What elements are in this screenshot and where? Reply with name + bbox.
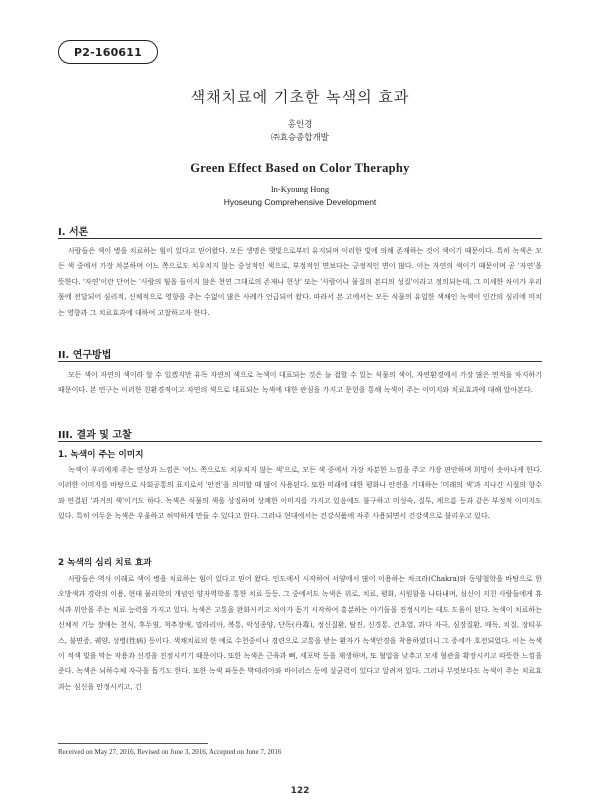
footnote-rule [58,743,208,744]
affiliation-korean: ㈜효승종합개발 [271,133,329,143]
paper-id-badge: P2-160611 [58,40,158,64]
subsection-heading-therapy: 2 녹색의 심리 치료 효과 [58,558,152,568]
author-english: In-Kyoung Hong [270,184,330,194]
section-rule [58,441,542,442]
section-heading-results: III. 결과 및 고찰 [58,430,132,441]
section-rule [58,361,542,362]
intro-paragraph: 사람들은 색이 병을 치료하는 힘이 있다고 믿어왔다. 모든 생명은 햇빛으로부터 유지되며 이러한 빛에 의해 존재하는 것이 색이기 때문이다. 특히 녹색은 모든 색 중에서 가장 차분하며 어느 쪽으로도 치우치지 않는 중성적인 색으로, 부정적인 면보다는 긍정적인 면이 많다. 이는 자연의 색이기 때문이며 곧 '자연'을 뜻한다. '자연'이란 단어는 '사람의 힘을 들이지 않은 천연 그대로의 존재나 현상' 또는 '사람이나 물질의 본디의 성질'이라고 정의되는데, 그 미세한 차이가 우리 몸에 전달되어 심리적, 신체적으로 영향을 주는 수없이 많은 사례가 언급되어 왔다. 따라서 본 고에서는 모든 식물의 유일한 색채인 녹색이 인간의 심리에 미치는 영향과 그 치료효과에 대하여 고찰하고자 한다. [58,246,542,317]
author-korean: 홍인경 [287,120,313,130]
title-english: Green Effect Based on Color Theraphy [190,161,410,175]
section-rule [58,238,542,239]
therapy-paragraph: 사람들은 역사 이래로 색이 병을 치료하는 힘이 있다고 믿어 왔다. 인도에서 시작하여 서양에서 많이 이용하는 차크라(Chakra)와 동양철학을 바탕으로 한 오방색과 경락의 이용, 현대 물리학의 개념인 양자역학을 통한 치료 등등. 그 중에서도 녹색은 위로, 치료, 평화, 시원함을 나타내며, 심신이 지친 사람들에게 휴식과 위안을 주는 치료 능력을 가지고 있다. 녹색은 고통을 완화시키고 치아가 돋기 시작하여 흥분하는 아기들을 진정시키는 데도 도움이 된다. 녹색이 치료하는 신체적 기능 장애는 천식, 후두염, 척추장애, 말라리아, 복통, 악성종양, 단독(丹毒), 정신질환, 탈진, 신경통, 건초열, 과다 자극, 심장질환, 매독, 치질, 장티푸스, 불면증, 궤양, 성병(性病) 등이다. 색채치료의 한 예로 수천중이나 경련으로 고통을 받는 환자가 녹색안경을 착용하였더니 그 증세가 호전되었다. 이는 녹색이 적색 빛을 막는 작용과 신경을 진정시키기 때문이다. 또한 녹색은 근육과 뼈, 세포막 등을 재생하며, 또 혈압을 낮추고 모세 혈관을 확장시키고 따뜻한 느낌을 준다. 녹색은 뇌하수체 자극을 돕기도 한다. 또한 녹색 파동은 박테리아와 바이러스 등에 살균력이 있다고 알려져 있다. 그러나 무엇보다도 녹색이 주는 치료효과는 심신을 안정시키고, 긴 [58,574,542,691]
method-paragraph: 모든 색이 자연의 색이라 할 수 있겠지만 유독 자연의 색으로 녹색이 대표되는 것은 늘 접할 수 있는 식물의 색이, 자연환경에서 가장 많은 면적을 차지하기 때문이다. 본 연구는 이러한 친환경적이고 자연의 색으로 대표되는 녹색에 대한 관심을 가지고 문헌을 통해 녹색이 주는 이미지와 치료효과에 대해 알아본다. [58,370,542,395]
subsection-heading-image: 1. 녹색이 주는 이미지 [58,450,144,460]
image-paragraph: 녹색이 우리에게 주는 연상과 느낌은 '어느 쪽으로도 치우치지 않는 색'으로, 모든 색 중에서 가장 차분한 느낌을 주고 가장 편안하며 희망이 솟아나게 한다. 이러한 이미지를 바탕으로 사회공통의 표지로서 '안전'을 의미할 때 많이 사용된다. 또한 미래에 대한 평화나 안전을 기대하는 '미래의 색'과 지나간 시절의 향수와 연결된 '과거의 색'이기도 하다. 녹색은 식물의 색을 상징하며 상쾌한 이미지를 가지고 있음에도 불구하고 미성숙, 질투, 게으름 등과 같은 부정적 이미지도 있다. 특히 어두운 녹색은 우울하고 허약하게 만들 수 있다고 한다. 그러나 현대에서는 건강식품에 자주 사용되면서 건강색으로 불리우고 있다. [58,465,542,521]
page-number: 122 [290,786,310,796]
title-korean: 색채치료에 기초한 녹색의 효과 [190,88,410,106]
section-heading-method: II. 연구방법 [58,350,112,361]
affiliation-english: Hyoseung Comprehensive Development [223,197,377,207]
section-heading-intro: I. 서론 [58,227,89,238]
received-dates-footnote: Received on May 27, 2016, Revised on June 3, 2016, Accepted on June 7, 2016 [58,748,282,756]
